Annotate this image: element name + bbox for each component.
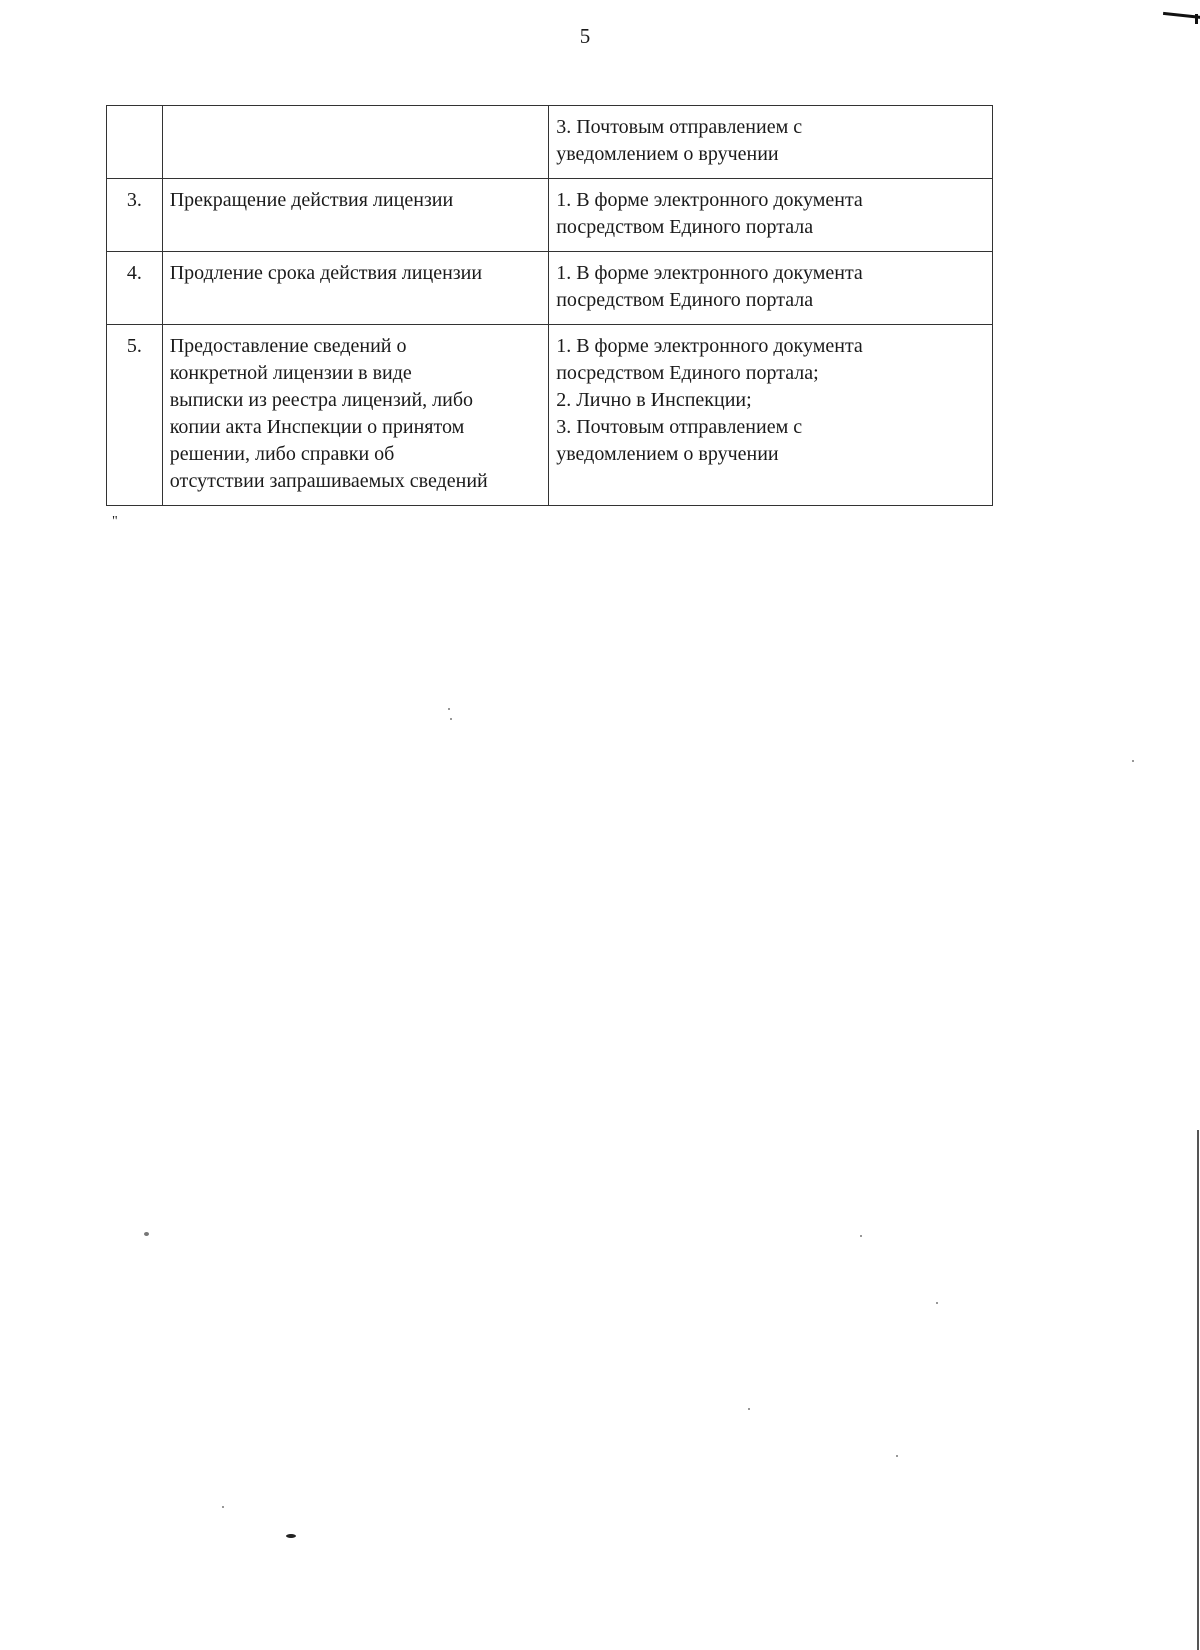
table-row — [107, 325, 993, 506]
license-services-table — [106, 105, 993, 506]
scan-edge-line — [1197, 1130, 1199, 1650]
row-number-cell: 5. — [107, 325, 163, 506]
service-line: выписки из реестра лицензий, либо — [169, 389, 474, 411]
row-number-cell: 3. — [107, 179, 163, 252]
service-line: решении, либо справки об — [169, 443, 395, 465]
method-line: уведомлением о вручении — [556, 143, 779, 165]
scan-speck — [748, 1408, 750, 1410]
row-number-cell — [107, 106, 163, 179]
method-line: 1. В форме электронного документа — [556, 262, 863, 284]
method-cell — [549, 252, 993, 325]
scan-speck — [860, 1235, 862, 1237]
service-line: отсутствии запрашиваемых сведений — [169, 470, 488, 492]
method-line: посредством Единого портала; — [556, 362, 819, 384]
method-line: посредством Единого портала — [556, 216, 814, 238]
scan-speck — [222, 1506, 224, 1508]
scan-speck — [286, 1534, 296, 1538]
service-cell — [162, 179, 548, 252]
scan-speck — [450, 718, 452, 720]
table-row — [107, 106, 993, 179]
service-line: конкретной лицензии в виде — [169, 362, 412, 384]
service-line: копии акта Инспекции о принятом — [169, 416, 465, 438]
scan-speck — [448, 708, 450, 710]
scan-speck — [144, 1232, 149, 1236]
service-cell — [162, 106, 548, 179]
table-row — [107, 179, 993, 252]
page-number: 5 — [579, 24, 591, 48]
service-cell — [162, 325, 548, 506]
method-line: 3. Почтовым отправлением с — [556, 416, 803, 438]
scan-speck — [1132, 760, 1134, 762]
service-line: Продление срока действия лицензии — [169, 262, 483, 284]
method-line: уведомлением о вручении — [556, 443, 779, 465]
method-cell — [549, 106, 993, 179]
closing-quote: " — [112, 514, 118, 529]
method-line: 3. Почтовым отправлением с — [556, 116, 803, 138]
method-line: 1. В форме электронного документа — [556, 189, 863, 211]
method-cell — [549, 325, 993, 506]
scan-speck — [936, 1302, 938, 1304]
method-cell — [549, 179, 993, 252]
table-row — [107, 252, 993, 325]
method-line: 2. Лично в Инспекции; — [556, 389, 752, 411]
service-cell — [162, 252, 548, 325]
service-line: Предоставление сведений о — [169, 335, 407, 357]
scan-speck — [896, 1455, 898, 1457]
scan-corner-mark-tail — [1195, 14, 1198, 24]
method-line: 1. В форме электронного документа — [556, 335, 863, 357]
service-line: Прекращение действия лицензии — [169, 189, 454, 211]
row-number-cell: 4. — [107, 252, 163, 325]
method-line: посредством Единого портала — [556, 289, 814, 311]
